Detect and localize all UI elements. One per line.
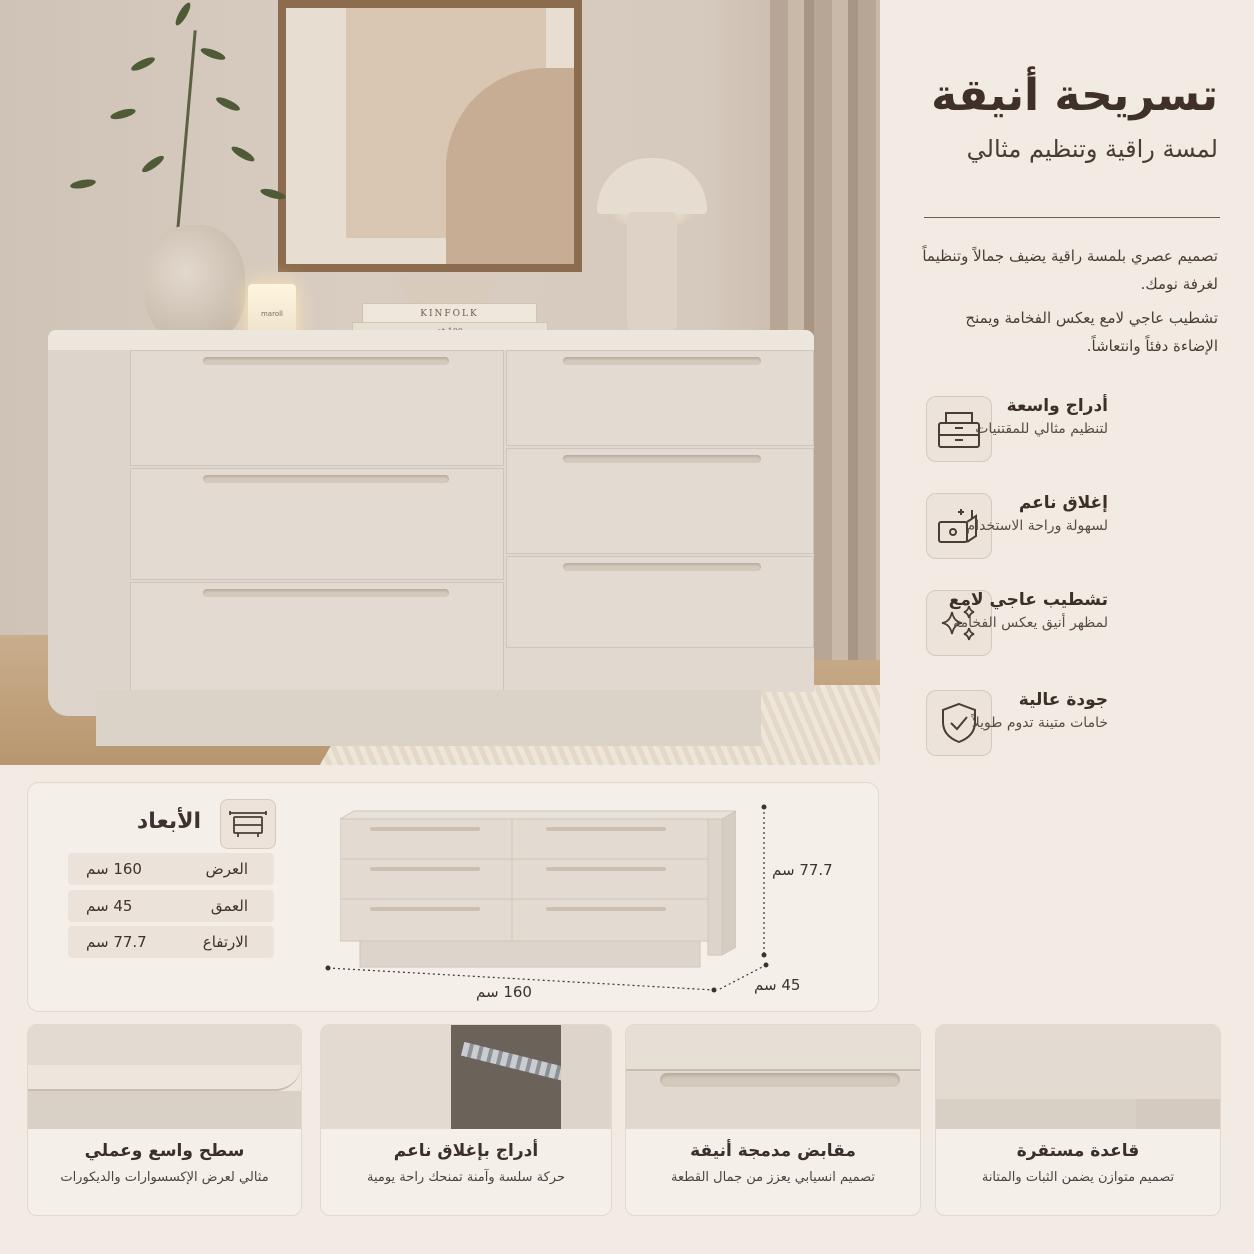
- book-top: KINFOLK: [362, 303, 537, 325]
- card-photo: [28, 1025, 301, 1129]
- dimensions-panel: [27, 782, 879, 1012]
- dimension-label: العرض: [205, 860, 248, 878]
- lamp-base: [627, 212, 677, 330]
- dimension-lines: [28, 783, 880, 1013]
- diagram-height-label: 77.7 سم: [772, 861, 833, 879]
- card-top-surface: [27, 1024, 302, 1216]
- diagram-width-label: 160 سم: [476, 983, 532, 1001]
- card-desc: مثالي لعرض الإكسسوارات والديكورات: [60, 1170, 269, 1185]
- feature-desc: خامات متينة تدوم طويلاً: [971, 715, 1108, 731]
- plant: [176, 30, 196, 230]
- header: [918, 70, 1218, 163]
- feature-title: تشطيب عاجي لامع: [948, 590, 1108, 610]
- feature-glossy-finish: [924, 590, 1220, 662]
- dimension-value: 45 سم: [86, 897, 133, 915]
- dimension-label: الارتفاع: [202, 933, 248, 951]
- card-integrated-handles: [625, 1024, 921, 1216]
- dresser: [130, 350, 814, 692]
- wall-art-frame: [278, 0, 582, 272]
- card-title: أدراج بإغلاق ناعم: [393, 1141, 539, 1161]
- card-desc: تصميم متوازن يضمن الثبات والمتانة: [981, 1170, 1175, 1185]
- hero-photo: [0, 0, 880, 765]
- card-desc: تصميم انسيابي يعزز من جمال القطعة: [670, 1170, 876, 1185]
- card-title: قاعدة مستقرة: [1016, 1141, 1140, 1161]
- card-stable-base: [935, 1024, 1221, 1216]
- card-desc: حركة سلسة وآمنة تمنحك راحة يومية: [366, 1170, 566, 1185]
- feature-desc: لتنظيم مثالي للمقتنيات: [975, 421, 1108, 437]
- feature-high-quality: [924, 690, 1220, 762]
- feature-desc: لسهولة وراحة الاستخدام: [966, 518, 1108, 534]
- description-line: تشطيب عاجي لامع يعكس الفخامة ويمنح الإضاءة دفئاً وانتعاشاً.: [965, 309, 1218, 355]
- description-line: تصميم عصري بلمسة راقية يضيف جمالاً وتنظيماً لغرفة نومك.: [922, 247, 1218, 293]
- drawer: [506, 448, 814, 554]
- feature-soft-close: [924, 493, 1220, 565]
- candle: maroll: [248, 284, 296, 342]
- bowl: [400, 278, 495, 304]
- feature-spacious-drawers: [924, 396, 1220, 468]
- drawer: [130, 582, 504, 692]
- card-photo: [936, 1025, 1220, 1129]
- drawer: [506, 556, 814, 648]
- dresser-side: [48, 350, 132, 716]
- card-soft-close-drawers: [320, 1024, 612, 1216]
- card-photo: [321, 1025, 611, 1129]
- drawer: [130, 468, 504, 580]
- card-title: مقابض مدمجة أنيقة: [690, 1141, 856, 1161]
- drawer: [130, 350, 504, 466]
- card-photo: [626, 1025, 920, 1129]
- lamp: [597, 158, 707, 214]
- feature-title: جودة عالية: [1018, 690, 1108, 710]
- vase: [145, 225, 245, 343]
- diagram-depth-label: 45 سم: [754, 976, 801, 994]
- card-title: سطح واسع وعملي: [84, 1141, 245, 1161]
- drawer: [506, 350, 814, 446]
- dimension-label: العمق: [210, 897, 248, 915]
- dimensions-title: الأبعاد: [136, 809, 202, 834]
- divider: [924, 217, 1220, 218]
- dimension-value: 160 سم: [86, 860, 142, 878]
- feature-title: أدراج واسعة: [1006, 396, 1108, 416]
- description: [918, 242, 1218, 360]
- wall-art: [286, 8, 574, 264]
- page-title: تسريحة أنيقة: [931, 70, 1218, 121]
- dimension-value: 77.7 سم: [86, 933, 147, 951]
- feature-title: إغلاق ناعم: [1018, 493, 1108, 513]
- dresser-plinth: [96, 690, 761, 746]
- dresser-top: [48, 330, 814, 352]
- page-subtitle: لمسة راقية وتنظيم مثالي: [966, 134, 1218, 163]
- feature-desc: لمظهر أنيق يعكس الفخامة: [953, 615, 1108, 631]
